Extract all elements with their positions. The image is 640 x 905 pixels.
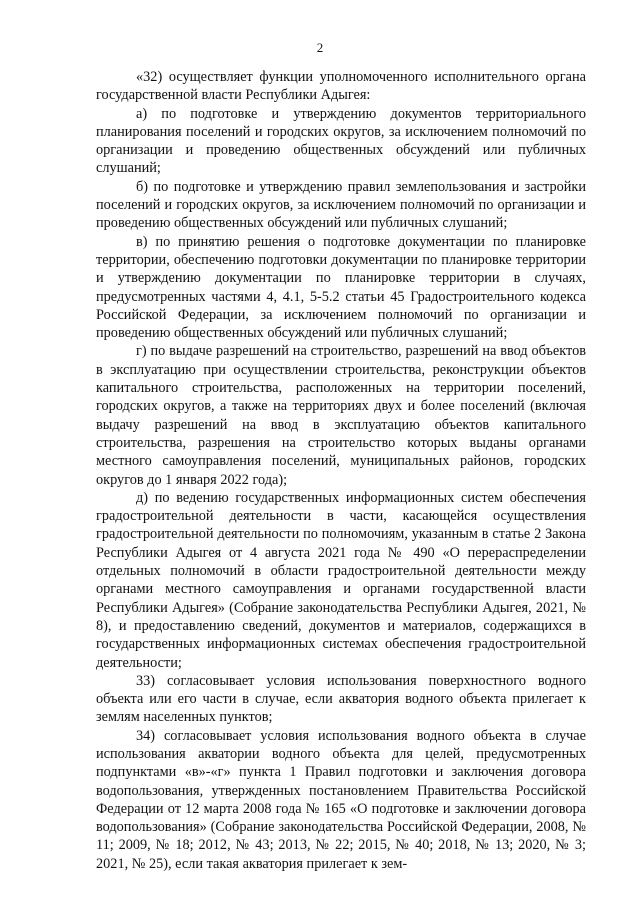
paragraph-32-g: г) по выдаче разрешений на строительство, разрешений на ввод объектов в эксплуатацию при осуществлении строительства, реконструкции объектов капитального строительства, расположенных на территории поселений, городских округов, а также на территориях двух и более поселений (включая выдачу разрешений на ввод в эксплуатацию объектов капитального строительства, разрешения на строительство которых выданы органами местного самоуправления поселений, муниципальных районов, городских округов до 1 января 2022 года); — [96, 343, 586, 488]
document-body — [96, 68, 586, 873]
paragraph-34: 34) согласовывает условия использования водного объекта в случае использования акватории водного объекта для целей, предусмотренных подпунктами «в»-«г» пункта 1 Правил подготовки и заключения договора водопользования, утвержденных постановлением Правительства Российской Федерации от 12 марта 2008 года № 165 «О подготовке и заключении договора водопользования» (Собрание законодательства Российской Федерации, 2008, № 11; 2009, № 18; 2012, № 43; 2013, № 22; 2015, № 40; 2018, № 13; 2020, № 3; 2021, № 25), если такая акватория прилегает к зем- — [96, 727, 586, 872]
page-number: 2 — [316, 40, 324, 55]
paragraph-32-b: б) по подготовке и утверждению правил землепользования и застройки поселений и городских округов, за исключением полномочий по организации и проведению общественных обсуждений или публичных слушаний; — [96, 178, 586, 232]
paragraph-33: 33) согласовывает условия использования поверхностного водного объекта или его части в случае, если акватория водного объекта прилегает к землям населенных пунктов; — [96, 672, 586, 726]
paragraph-32-a: а) по подготовке и утверждению документов территориального планирования поселений и городских округов, за исключением полномочий по организации и проведению общественных обсуждений или публичных слушаний; — [96, 105, 586, 177]
paragraph-32-v: в) по принятию решения о подготовке документации по планировке территории, обеспечению подготовки документации по планировке территории и утверждению документации по планировке территории в случаях, предусмотренных частями 4, 4.1, 5-5.2 статьи 45 Градостроительного кодекса Российской Федерации, за исключением полномочий по организации и проведению общественных обсуждений или публичных слушаний; — [96, 233, 586, 342]
paragraph-32-d: д) по ведению государственных информационных систем обеспечения градостроительной деятельности в части, касающейся осуществления градостроительной деятельности по полномочиям, указанным в статье 2 Закона Республики Адыгея от 4 августа 2021 года № 490 «О перераспределении отдельных полномочий в области градостроительной деятельности между органами местного самоуправления и органами государственной власти Республики Адыгея» (Собрание законодательства Республики Адыгея, 2021, № 8), и предоставлению сведений, документов и материалов, содержащихся в государственных информационных системах обеспечения градостроительной деятельности; — [96, 489, 586, 671]
paragraph-32-intro: «32) осуществляет функции уполномоченного исполнительного органа государственной власти Республики Адыгея: — [96, 69, 586, 104]
